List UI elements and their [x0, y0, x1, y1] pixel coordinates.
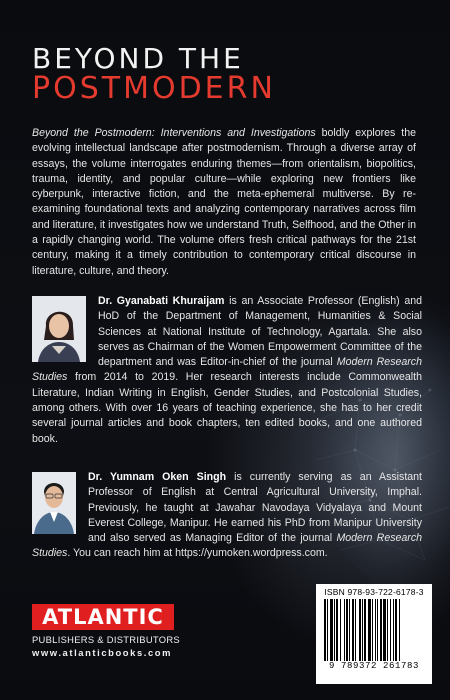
author-2-name: Dr. Yumnam Oken Singh: [88, 471, 227, 483]
barcode-bar: [377, 599, 378, 661]
man-portrait-icon: [32, 472, 76, 534]
author-1-journal: Modern Research Studies: [32, 356, 422, 384]
publisher-logo: ATLANTIC: [32, 604, 174, 630]
barcode-bar: [344, 599, 345, 661]
author-1-bio: [32, 294, 422, 447]
barcode-bar: [372, 599, 373, 661]
publisher-website: www.atlanticbooks.com: [32, 647, 173, 658]
barcode-bars: [322, 599, 426, 661]
blurb-text: boldly explores the evolving intellectual landscape after postmodernism. Through a diverse array of essays, the volume interrogates enduring themes—from orientalism, biopolitics, trauma, identity, and popular culture—while exploring new frontiers like cyberpunk, interactive fiction, and the meta-ephemeral multiverse. By re-examining foundational texts and analyzing contemporary narratives across film and literature, it investigates how we understand Truth, Selfhood, and the Other in a rapidly changing world. The volume offers fresh critical pathways for the 21st century, making it a timely contribution to contemporary critical discourse in literature, culture, and theory.: [32, 127, 416, 277]
barcode-bar: [334, 599, 335, 661]
barcode-bar: [346, 599, 348, 661]
barcode-bar: [390, 599, 391, 661]
publisher-name: PUBLISHERS & DISTRIBUTORS: [32, 634, 180, 645]
barcode-bar: [364, 599, 366, 661]
author-2-text: Dr. Yumnam Oken Singh is currently serving as an Assistant Professor of English at Central Agricultural University, Imphal. Previously, he taught at Jawahar Navodaya Vidyalaya and Mount Everest College, Manipur. He earned his PhD from Manipur University and also served as Managing Editor of the journal Modern Research Studies. You can reach him at https://yumoken.wordpress.com.: [32, 471, 423, 560]
barcode-bar: [380, 599, 382, 661]
isbn-label: ISBN 978-93-722-6178-3: [324, 587, 424, 597]
isbn-barcode: [316, 584, 432, 684]
barcode-bar: [352, 599, 354, 661]
barcode-bar: [349, 599, 350, 661]
barcode-bar: [362, 599, 363, 661]
barcode-bar: [375, 599, 376, 661]
barcode-bar: [383, 599, 386, 661]
publisher-block: [32, 604, 192, 658]
woman-portrait-icon: [32, 296, 86, 362]
blurb-book-title: Beyond the Postmodern: Interventions and Investigations: [32, 127, 316, 139]
barcode-bar: [395, 599, 397, 661]
barcode-bar: [330, 599, 333, 661]
barcode-bar: [399, 599, 400, 661]
author-2-bio: [32, 470, 422, 562]
book-title: [32, 44, 276, 105]
barcode-bar: [340, 599, 341, 661]
barcode-bar: [368, 599, 371, 661]
barcode-digits: 9 789372 261783: [328, 661, 419, 671]
author-1-name: Dr. Gyanabati Khuraijam: [98, 295, 225, 307]
barcode-bar: [324, 599, 326, 661]
barcode-bar: [359, 599, 361, 661]
title-line-1: BEYOND THE: [32, 42, 244, 75]
barcode-bar: [336, 599, 338, 661]
author-1-text: Dr. Gyanabati Khuraijam is an Associate Professor (English) and HoD of the Department of Management, Humanities & Social Sciences at National Institute of Technology, Agartala. She also serves as Chairman of the Women Empowerment Committee of the department and was Editor-in-chief of the journal Modern Research Studies from 2014 to 2019. Her research interests include Commonwealth Literature, Indian Writing in English, Gender Studies, and Postcolonial Studies, among others. With over 16 years of teaching experience, she has to her credit several journal articles and book chapters, ten edited books, and one authored book.: [32, 295, 423, 445]
barcode-bar: [387, 599, 388, 661]
barcode-bar: [327, 599, 328, 661]
book-blurb: [32, 126, 416, 279]
title-line-2: POSTMODERN: [32, 71, 276, 107]
author-1-photo: [32, 296, 86, 362]
barcode-bar: [355, 599, 356, 661]
author-2-journal: Modern Research Studies: [32, 532, 423, 560]
barcode-bar: [393, 599, 394, 661]
author-2-photo: [32, 472, 76, 534]
